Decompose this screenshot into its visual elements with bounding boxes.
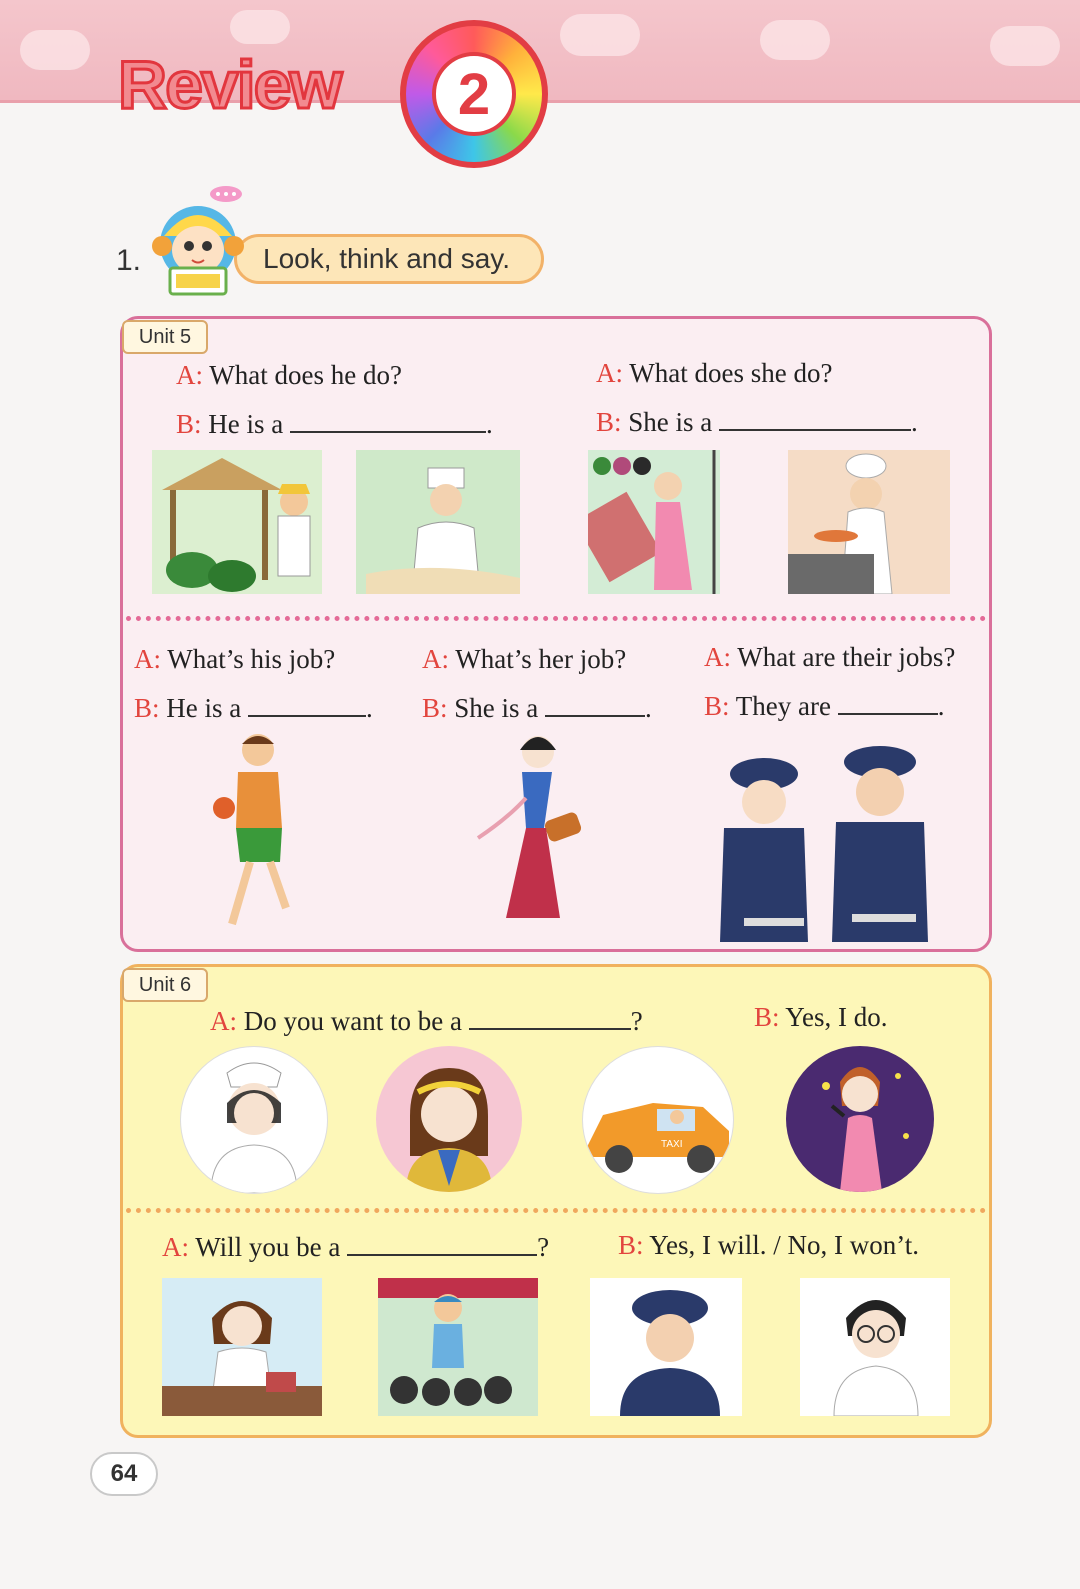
answer-blank[interactable] [347, 1230, 537, 1256]
review-number-badge [400, 20, 548, 168]
dialogue-line [704, 642, 955, 673]
answer-blank[interactable] [545, 691, 645, 717]
section-divider [126, 1208, 986, 1213]
speaker-label: B: [596, 407, 622, 437]
speaker-label: B: [754, 1002, 780, 1032]
nurse-illustration [180, 1046, 328, 1194]
dancer-illustration [448, 728, 588, 924]
punctuation: . [937, 691, 945, 721]
speaker-label: B: [134, 693, 160, 723]
police-officers-illustration [684, 738, 944, 942]
dialogue-line [176, 360, 402, 391]
cloud-decoration [560, 14, 640, 56]
question-text: What are their jobs? [737, 642, 956, 672]
speaker-label: A: [176, 360, 203, 390]
speaker-label: A: [162, 1232, 189, 1262]
dialogue-line [596, 405, 918, 438]
punctuation: . [366, 693, 373, 723]
taxi-driver-illustration [582, 1046, 734, 1194]
cloud-decoration [230, 10, 290, 44]
speaker-label: B: [618, 1230, 644, 1260]
basketball-player-illustration [196, 728, 316, 938]
pe-teacher-illustration [378, 1278, 538, 1416]
mascot-icon [152, 186, 248, 296]
dialogue-line [176, 407, 493, 440]
task-instruction: Look, think and say. [234, 234, 544, 284]
cloud-decoration [20, 30, 90, 70]
punctuation: ? [537, 1232, 550, 1262]
punctuation: ? [630, 1006, 643, 1036]
dressmaker-illustration [588, 450, 720, 594]
speaker-label: A: [422, 644, 449, 674]
question-text: Will you be a [195, 1232, 341, 1262]
review-number: 2 [432, 52, 516, 136]
page-number: 64 [90, 1452, 158, 1496]
dialogue-line [134, 691, 373, 724]
dialogue-line [134, 644, 335, 675]
section-divider [126, 616, 986, 621]
speaker-label: B: [422, 693, 448, 723]
cloud-decoration [760, 20, 830, 60]
answer-blank[interactable] [719, 405, 911, 431]
answer-text: He is a [166, 693, 242, 723]
punctuation: . [645, 693, 652, 723]
question-text: What’s her job? [455, 644, 627, 674]
farmer-illustration [152, 450, 322, 594]
dialogue-line [596, 358, 832, 389]
cook-illustration [788, 450, 950, 594]
dialogue-line [754, 1002, 888, 1033]
punctuation: . [486, 409, 493, 439]
unit-5-tab: Unit 5 [122, 320, 208, 354]
answer-text: Yes, I will. / No, I won’t. [649, 1230, 920, 1260]
police-officer-illustration [590, 1278, 742, 1416]
speaker-label: B: [704, 691, 730, 721]
dialogue-line [422, 691, 652, 724]
unit-6-tab: Unit 6 [122, 968, 208, 1002]
taxi-sign: TAXI [661, 1139, 683, 1150]
speaker-label: B: [176, 409, 202, 439]
scientist-illustration [162, 1278, 322, 1416]
question-text: What does she do? [629, 358, 833, 388]
dialogue-line [618, 1230, 919, 1261]
singer-illustration [786, 1046, 934, 1192]
answer-blank[interactable] [290, 407, 486, 433]
speaker-label: A: [210, 1006, 237, 1036]
cloud-decoration [990, 26, 1060, 66]
answer-text: She is a [454, 693, 539, 723]
dialogue-line [162, 1230, 549, 1263]
answer-blank[interactable] [838, 689, 938, 715]
question-text: Do you want to be a [243, 1006, 462, 1036]
doctor-boy-illustration [800, 1278, 950, 1416]
teacher-illustration [376, 1046, 522, 1192]
answer-blank[interactable] [469, 1004, 631, 1030]
question-text: What does he do? [209, 360, 402, 390]
answer-text: They are [735, 691, 831, 721]
speaker-label: A: [704, 642, 731, 672]
dialogue-line [210, 1004, 643, 1037]
answer-text: She is a [628, 407, 713, 437]
punctuation: . [911, 407, 918, 437]
dialogue-line [704, 689, 944, 722]
answer-text: He is a [208, 409, 284, 439]
answer-blank[interactable] [248, 691, 366, 717]
task-number: 1. [116, 244, 142, 277]
question-text: What’s his job? [167, 644, 336, 674]
page-title: Review [118, 47, 341, 123]
dialogue-line [422, 644, 626, 675]
answer-text: Yes, I do. [785, 1002, 888, 1032]
speaker-label: A: [596, 358, 623, 388]
speaker-label: A: [134, 644, 161, 674]
doctor-illustration [356, 450, 520, 594]
